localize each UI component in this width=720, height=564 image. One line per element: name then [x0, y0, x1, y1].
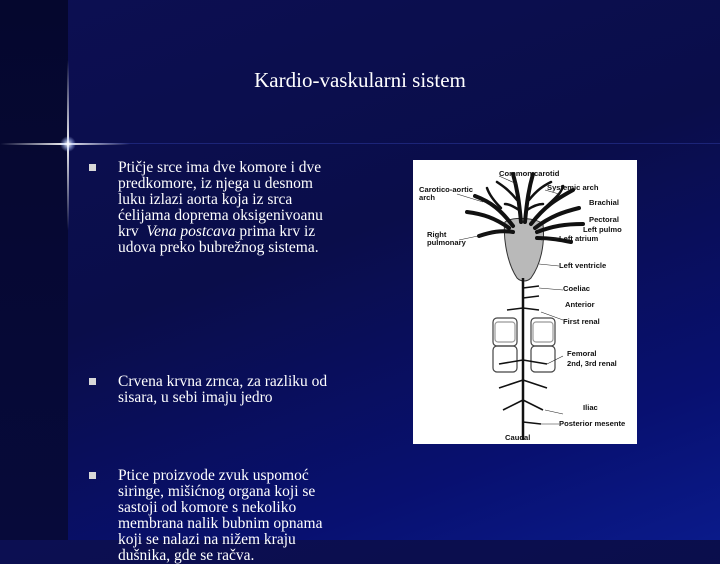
bullet-line: membrana nalik bubnim opnama [118, 515, 323, 532]
bullet-line: luku izlazi aorta koja iz srca [118, 191, 293, 208]
star-flare-icon [60, 136, 76, 152]
label-left-ventricle: Left ventricle [559, 261, 607, 270]
label-iliac: Iliac [583, 403, 598, 412]
bullet-line: Ptičje srce ima dve komore i dve [118, 159, 322, 176]
label-coeliac: Coeliac [563, 284, 591, 293]
label-common-carotid: Common carotid [499, 169, 560, 178]
bullet-item [88, 160, 408, 256]
bullet-list [88, 159, 378, 564]
slide-title: Kardio-vaskularni sistem [254, 68, 466, 92]
bullet-line: Crvena krvna zrnca, za razliku od [118, 373, 328, 390]
label-anterior: Anterior [565, 300, 595, 309]
label-caudal: Caudal [505, 433, 531, 442]
bullet-line: predkomore, iz njega u desnom [118, 175, 313, 192]
bullet-line-suffix: prima krv iz [235, 223, 316, 240]
diagram-svg [413, 160, 637, 444]
label-posterior-mesenteric: Posterior mesente [559, 419, 626, 428]
bullet-line: koji se nalazi na nižem kraju [118, 531, 296, 548]
bullet-item [88, 468, 408, 564]
square-bullet-icon [89, 378, 96, 385]
label-brachial: Brachial [589, 198, 619, 207]
label-femoral: Femoral [567, 349, 597, 358]
square-bullet-icon [89, 164, 96, 171]
header-divider [68, 143, 720, 144]
label-pulmonary: pulmonary [427, 238, 466, 247]
label-systemic-arch: Systemic arch [547, 183, 599, 192]
vena-postcava-term: Vena postcava [146, 223, 236, 240]
label-first-renal: First renal [563, 317, 600, 326]
bullet-line-prefix: krv [118, 223, 147, 240]
bullet-line: udova preko bubrežnog sistema. [118, 239, 319, 256]
square-bullet-icon [89, 472, 96, 479]
bullet-line: siringe, mišićnog organa koji se [118, 483, 316, 500]
bullet-line: Ptice proizvode zvuk uspomoć [118, 467, 309, 484]
bullet-item [88, 374, 408, 406]
bullet-line: dušnika, gde se račva. [118, 547, 255, 564]
label-carotico-aortic: Carotico-aortic [419, 185, 474, 194]
bullet-line: ćelijama doprema oksigenivoanu [118, 207, 323, 224]
label-pectoral: Pectoral [589, 215, 619, 224]
label-left-pulmo: Left pulmo [583, 225, 622, 234]
bird-circulatory-diagram [413, 160, 637, 444]
label-left-atrium: Left atrium [559, 234, 599, 243]
bullet-line: sisara, u sebi imaju jedro [118, 389, 273, 406]
bullet-line: sastoji od komore s nekoliko [118, 499, 297, 516]
label-right: Right [427, 230, 447, 239]
label-second-third-renal: 2nd, 3rd renal [567, 359, 617, 368]
label-arch: arch [419, 193, 436, 202]
